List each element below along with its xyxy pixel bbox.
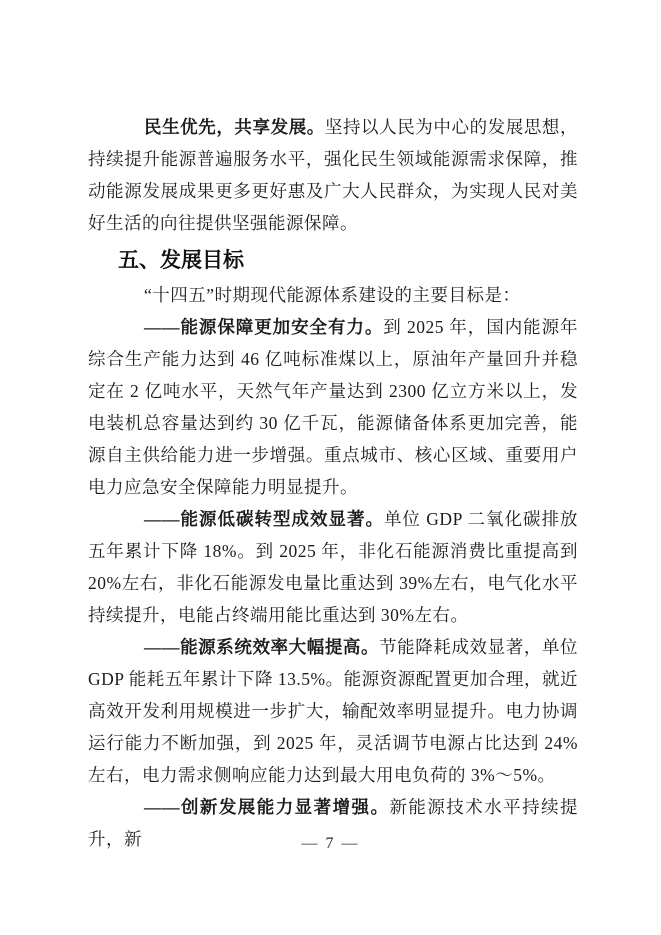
goal-text: 到 2025 年，国内能源年综合生产能力达到 46 亿吨标准煤以上，原油年产量回升并稳定在 2 亿吨水平，天然气年产量达到 2300 亿立方米以上，发电装机总容量达到约 30 亿千瓦，能源储备体系更加完善，能源自主供给能力进一步增强。重点城市、核心区域、重要用户电力应急安全保障能力明显提升。 [88, 317, 579, 497]
goal-lead: 创新发展能力显著增强。 [180, 797, 390, 817]
goal-lead: 能源低碳转型成效显著。 [180, 509, 384, 529]
goal-text: 节能降耗成效显著，单位 GDP 能耗五年累计下降 13.5%。能源资源配置更加合理，就近高效开发利用规模进一步扩大，输配效率明显提升。电力协调运行能力不断加强，到 2025 年，灵活调节电源占比达到 24%左右，电力需求侧响应能力达到最大用电负荷的 3%～5%。 [88, 637, 579, 785]
paragraph-lead: 民生优先，共享发展。 [144, 117, 325, 137]
em-dash: —— [144, 509, 180, 529]
em-dash: —— [144, 637, 180, 657]
goal-lead: 能源保障更加安全有力。 [180, 317, 384, 337]
goal-lead: 能源系统效率大幅提高。 [180, 637, 380, 657]
em-dash: —— [144, 317, 180, 337]
paragraph-intro: “十四五”时期现代能源体系建设的主要目标是： [144, 285, 521, 305]
page-number: — 7 — [301, 835, 360, 852]
section-heading: 五、发展目标 [118, 249, 244, 272]
paragraph-text: 坚持以人民为中心的发展思想，持续提升能源普遍服务水平，强化民生领域能源需求保障，推动能源发展成果更多更好惠及广大人民群众，为实现人民对美好生活的向往提供坚强能源保障。 [88, 117, 579, 233]
goal-paragraph-low-carbon [88, 503, 578, 631]
goal-paragraph-energy-security [88, 311, 578, 503]
goal-paragraph-system-efficiency [88, 631, 578, 791]
goal-text: 新能源技术水平持续提升，新 [88, 797, 579, 849]
goal-text: 单位 GDP 二氧化碳排放五年累计下降 18%。到 2025 年，非化石能源消费比重提高到 20%左右，非化石能源发电量比重达到 39%左右，电气化水平持续提升，电能占终端用能比重达到 30%左右。 [88, 509, 578, 625]
document-content [88, 111, 578, 855]
em-dash: —— [144, 797, 180, 817]
paragraph-people-first [88, 111, 578, 239]
